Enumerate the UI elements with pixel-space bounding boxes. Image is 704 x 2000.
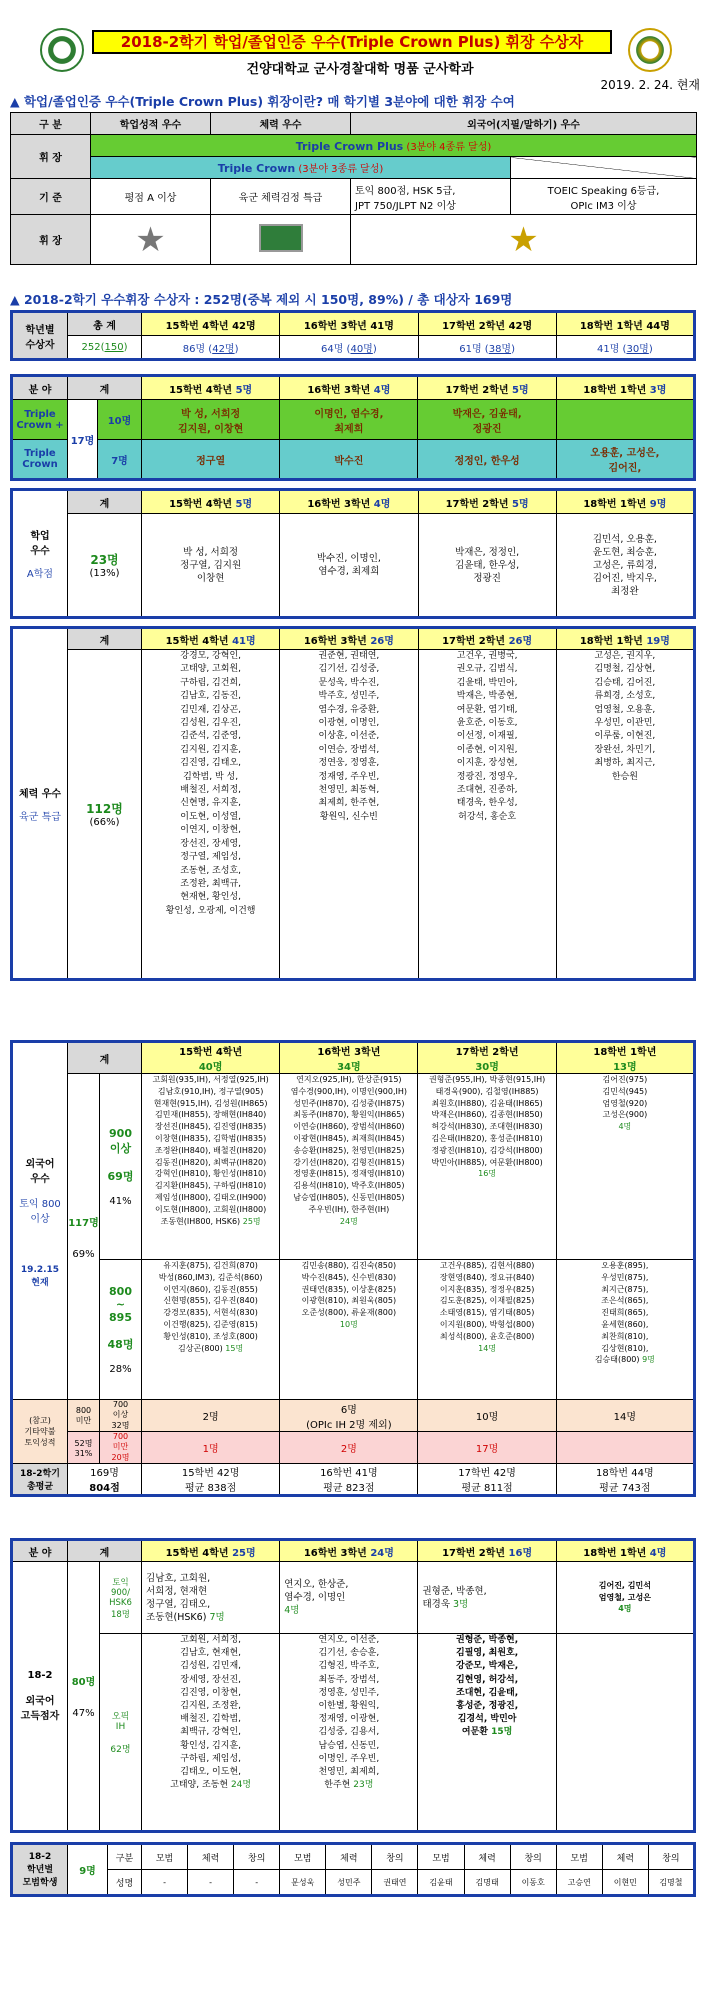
top-toeic-16: 연지오, 한상준, 염수경, 이명인 4명 bbox=[280, 1562, 418, 1634]
summary-value-15: 86명 (42명) bbox=[142, 336, 280, 360]
tc-header-16: 16학번 3학년 4명 bbox=[280, 376, 418, 400]
summary-value-17: 61명 (38명) bbox=[418, 336, 556, 360]
gold-star-icon: ★ bbox=[508, 219, 539, 260]
top-toeic-15: 김남호, 고회원, 서희정, 현재현 정구열, 김태오, 조동현(HSK6) 7명 bbox=[142, 1562, 280, 1634]
language-header-17: 17학번 2학년 30명 bbox=[418, 1042, 556, 1074]
department-logo bbox=[628, 28, 672, 72]
language-900-18: 김어진(975) 김민석(945) 엄영철(920) 고성은(900) 4명 bbox=[556, 1074, 694, 1260]
model-col-2: 체력 bbox=[188, 1844, 234, 1870]
academic-names-15: 박 성, 서희정 정구열, 김지원 이창현 bbox=[142, 514, 280, 618]
tc-count: 7명 bbox=[98, 440, 142, 480]
academic-badge-cell bbox=[91, 215, 211, 265]
model-col-1: 모범 bbox=[142, 1844, 188, 1870]
summary-grade-18: 18학번 1학년 44명 bbox=[556, 312, 694, 336]
physical-header-17: 17학번 2학년 26명 bbox=[418, 628, 556, 650]
top-header-18: 18학번 1학년 4명 bbox=[556, 1540, 694, 1562]
top-header-16: 16학번 3학년 24명 bbox=[280, 1540, 418, 1562]
tcp-names-15: 박 성, 서희정 김지원, 이창현 bbox=[142, 400, 280, 440]
academic-header-15: 15학번 4학년 5명 bbox=[142, 490, 280, 514]
physical-header-18: 18학번 1학년 19명 bbox=[556, 628, 694, 650]
badge-header-academic: 학업성적 우수 bbox=[91, 113, 211, 135]
tc-row-label: Triple Crown bbox=[12, 440, 68, 480]
intro-heading: ▲ 학업/졸업인증 우수(Triple Crown Plus) 휘장이란? 매 학기별 3분야에 대한 휘장 수여 bbox=[10, 94, 515, 109]
silver-star-icon: ★ bbox=[135, 219, 166, 260]
model-col-4: 모범 bbox=[280, 1844, 326, 1870]
model-name-label: 성명 bbox=[108, 1870, 142, 1896]
model-name-2: - bbox=[188, 1870, 234, 1896]
model-name-6: 권태연 bbox=[372, 1870, 418, 1896]
model-col-6: 창의 bbox=[372, 1844, 418, 1870]
reference-16-over: 6명 (OPIc IH 2명 제외) bbox=[280, 1400, 418, 1432]
model-name-7: 김윤태 bbox=[418, 1870, 464, 1896]
language-table bbox=[10, 1040, 696, 1497]
top-toeic-band: 토익 900/ HSK6 18명 bbox=[100, 1562, 142, 1634]
triple-crown-bar bbox=[91, 157, 511, 179]
criteria-label: 기 준 bbox=[11, 179, 91, 215]
top-opic-16: 연지오, 이선준, 김기선, 송승훈, 김형진, 박주호, 최동주, 장범석, 정영훈, 성민주, 이한별, 황원익, 정재영, 이광현, 김성중, 김용서, 남승엽, 신동민, 이명인, 주우빈, 천영민, 최제희, 한주현 23명 bbox=[280, 1634, 418, 1832]
model-col-5: 체력 bbox=[326, 1844, 372, 1870]
summary-grade-17: 17학번 2학년 42명 bbox=[418, 312, 556, 336]
top-opic-17: 권형준, 박종현, 김필영, 최원호, 강준모, 박재은, 김현영, 허강석, 조대현, 김윤태, 홍성준, 정광진, 김경석, 박민아 여문환 15명 bbox=[418, 1634, 556, 1832]
language-900-17: 권형준(955,IH), 박종현(915,IH) 태경욱(900), 김철영(IH885) 최원호(IH880), 김윤태(IH865) 박재은(IH860), 김종현(IH850) 허강석(IH830), 조대현(IH830) 김은태(IH820), 홍성준(IH810) 정광진(IH810), 김강석(IH800) 박민아(IH885), 여문환(IH800) 16명 bbox=[418, 1074, 556, 1260]
physical-header-16: 16학번 3학년 26명 bbox=[280, 628, 418, 650]
reference-label: (참고) 기타약불 토익성적 bbox=[12, 1400, 68, 1464]
reference-over-700: 700 이상 32명 bbox=[100, 1400, 142, 1432]
reference-15-under: 1명 bbox=[142, 1432, 280, 1464]
language-header-total: 계 bbox=[68, 1042, 142, 1074]
language-900-15: 고회원(935,IH), 서정열(925,IH) 김남호(910,IH), 정구열(905) 현재현(915,IH), 김성원(IH865) 김민재(IH855), 장해현(IH840) 장선진(IH845), 김진영(IH835) 이창현(IH835), 김학범(IH835) 조정완(IH840), 배철진(IH820) 김동진(IH820), 최백규(IH820) 강혁인(IH810), 황인성(IH810) 김지환(IH845), 구하림(IH810) 제임성(IH800), 김태오(IH900) 이도현(IH800), 고회원(IH800) 조동현(IH800, HSK6) 25명 bbox=[142, 1074, 280, 1260]
badge-row-label: 휘 장 bbox=[11, 135, 91, 179]
reference-under-800: 800 미만 bbox=[68, 1400, 100, 1432]
academic-header-18: 18학번 1학년 9명 bbox=[556, 490, 694, 514]
criteria-physical: 육군 체력검정 특급 bbox=[211, 179, 351, 215]
language-total: 117명 69% bbox=[68, 1074, 100, 1400]
tc-names-17: 정정인, 한우성 bbox=[418, 440, 556, 480]
tc-total: 17명 bbox=[68, 400, 98, 480]
average-label: 18-2학기 총평균 bbox=[12, 1464, 68, 1496]
average-18: 18학번 44명 평균 743점 bbox=[556, 1464, 694, 1496]
physical-names-18: 고성은, 권지우, 김명철, 김상현, 김승태, 김어진, 류희경, 소성호, 엄영철, 오용훈, 우성민, 이관민, 이루룸, 이현진, 장완선, 차민기, 최병하, 최지근, 한승원 bbox=[556, 650, 694, 980]
date-label: 2019. 2. 24. 현재 bbox=[600, 78, 700, 92]
page-subtitle: 건양대학교 군사경찰대학 명품 군사학과 bbox=[246, 62, 474, 77]
language-badge-cell bbox=[351, 215, 697, 265]
summary-grade-15: 15학번 4학년 42명 bbox=[142, 312, 280, 336]
model-col-7: 모범 bbox=[418, 1844, 464, 1870]
top-total: 80명 47% bbox=[68, 1562, 100, 1832]
model-col-8: 체력 bbox=[464, 1844, 510, 1870]
academic-row-label: 학업 우수 A학점 bbox=[12, 490, 68, 618]
tc-header-15: 15학번 4학년 5명 bbox=[142, 376, 280, 400]
summary-table bbox=[10, 310, 696, 361]
language-header-18: 18학번 1학년 13명 bbox=[556, 1042, 694, 1074]
model-name-9: 이동호 bbox=[510, 1870, 556, 1896]
badge-table bbox=[10, 112, 697, 265]
language-row-label: 외국어 우수 토익 800 이상 19.2.15 현재 bbox=[12, 1042, 68, 1400]
top-header-total: 계 bbox=[68, 1540, 142, 1562]
language-800-16: 김민송(880), 김진숙(850) 박수진(845), 신수빈(830) 권태연(835), 이상훈(825) 이광현(810), 최원욱(805) 오준성(800), 류윤재(800) 10명 bbox=[280, 1260, 418, 1400]
physical-row-label: 체력 우수 육군 특급 bbox=[12, 628, 68, 980]
badge-header-label: 구 분 bbox=[11, 113, 91, 135]
model-header-label: 구분 bbox=[108, 1844, 142, 1870]
criteria-academic: 평점 A 이상 bbox=[91, 179, 211, 215]
page-title: 2018-2학기 학업/졸업인증 우수(Triple Crown Plus) 휘장 수상자 bbox=[92, 30, 612, 54]
top-scorer-table bbox=[10, 1538, 696, 1833]
reference-under-700: 700 미만 20명 bbox=[100, 1432, 142, 1464]
model-col-10: 모범 bbox=[556, 1844, 602, 1870]
model-total: 9명 bbox=[68, 1844, 108, 1896]
model-student-table bbox=[10, 1842, 696, 1897]
summary-grade-16: 16학번 3학년 41명 bbox=[280, 312, 418, 336]
top-row-label: 18-2 외국어 고득점자 bbox=[12, 1562, 68, 1832]
academic-total: 23명 (13%) bbox=[68, 514, 142, 618]
tcp-label: Triple Crown Plus bbox=[295, 140, 404, 153]
average-17: 17학번 42명 평균 811점 bbox=[418, 1464, 556, 1496]
tc-names-18: 오용훈, 고성은, 김어진, bbox=[556, 440, 694, 480]
physical-names-15: 강경모, 강혁인, 고태양, 고회원, 구하림, 김건희, 김남호, 김동진, 김민재, 김상곤, 김성원, 김우진, 김준석, 김준영, 김지원, 김지훈, 김진영, 김태오, 김학범, 박 성, 배철진, 서희정, 신현명, 유지훈, 이도현, 이성열, 이연지, 이창현, 장선진, 장세영, 정구열, 제임성, 조동현, 조성호, 조정완, 최백규, 현재현, 황인성, 황인성, 오광제, 이건행 bbox=[142, 650, 280, 980]
summary-total-value: 252(150) bbox=[68, 336, 142, 360]
tc-header-17: 17학번 2학년 5명 bbox=[418, 376, 556, 400]
academic-names-18: 김민석, 오용훈, 윤도현, 최승훈, 고성은, 류희경, 김어진, 박지우, 최정완 bbox=[556, 514, 694, 618]
language-header-16: 16학번 3학년 34명 bbox=[280, 1042, 418, 1074]
model-label: 18-2 학년별 모범학생 bbox=[12, 1844, 68, 1896]
triple-crown-plus-bar bbox=[91, 135, 697, 157]
top-header-field: 분 야 bbox=[12, 1540, 68, 1562]
top-header-17: 17학번 2학년 16명 bbox=[418, 1540, 556, 1562]
badge-header-physical: 체력 우수 bbox=[211, 113, 351, 135]
reference-16-under: 2명 bbox=[280, 1432, 418, 1464]
average-16: 16학번 41명 평균 823점 bbox=[280, 1464, 418, 1496]
language-800-18: 오용훈(895), 우성민(875), 최지근(875), 조은석(865), 진태희(865), 윤세현(860), 최찬희(810), 김상현(810), 김승태(800) 9명 bbox=[556, 1260, 694, 1400]
top-toeic-17: 권형준, 박종현, 태경욱 3명 bbox=[418, 1562, 556, 1634]
summary-value-16: 64명 (40명) bbox=[280, 336, 418, 360]
language-800-15: 유지훈(875), 김건희(870) 박성(860,IM3), 김준석(860) 이연지(860), 김동진(855) 신현명(855), 김우진(840) 강경모(835), 서현석(830) 이건행(825), 김준영(815) 황인성(810), 조성호(800) 김상곤(800) 15명 bbox=[142, 1260, 280, 1400]
tc-header-18: 18학번 1학년 3명 bbox=[556, 376, 694, 400]
triple-crown-table bbox=[10, 374, 696, 481]
tcp-count: 10명 bbox=[98, 400, 142, 440]
academic-table bbox=[10, 488, 696, 619]
language-800-17: 고건우(885), 김현서(880) 장현영(840), 정요규(840) 이지훈(835), 정정우(825) 김도훈(825), 이재필(825) 소태영(815), 염기태(805) 이지원(800), 박형섭(800) 최성석(800), 윤호준(800) 14명 bbox=[418, 1260, 556, 1400]
tc-label: Triple Crown bbox=[217, 162, 296, 175]
top-opic-18 bbox=[556, 1634, 694, 1832]
physical-total: 112명 (66%) bbox=[68, 650, 142, 980]
reference-15-over: 2명 bbox=[142, 1400, 280, 1432]
physical-names-17: 고건우, 권병국, 권오규, 김범식, 김윤태, 박민아, 박재은, 박종현, 여문환, 염기태, 윤호준, 이동호, 이선정, 이재필, 이종현, 이지원, 이지훈, 장성현, 정광진, 정영우, 조대현, 진종하, 태경욱, 한우성, 허강석, 홍순호 bbox=[418, 650, 556, 980]
language-header-15: 15학번 4학년 40명 bbox=[142, 1042, 280, 1074]
badge-image-label: 휘 장 bbox=[11, 215, 91, 265]
model-name-1: - bbox=[142, 1870, 188, 1896]
top-header-15: 15학번 4학년 25명 bbox=[142, 1540, 280, 1562]
model-name-4: 문성욱 bbox=[280, 1870, 326, 1896]
model-name-11: 이현민 bbox=[602, 1870, 648, 1896]
top-toeic-18: 김어진, 김민석 엄영철, 고성은 4명 bbox=[556, 1562, 694, 1634]
fitness-badge-icon bbox=[259, 224, 303, 252]
summary-heading: ▲ 2018-2학기 우수휘장 수상자 : 252명(중복 제외 시 150명, 89%) / 총 대상자 169명 bbox=[10, 292, 513, 307]
tc-names-16: 박수진 bbox=[280, 440, 418, 480]
reference-17-under: 17명 bbox=[418, 1432, 556, 1464]
badge-header-language: 외국어(지필/말하기) 우수 bbox=[351, 113, 697, 135]
language-800-band: 800 ~ 895 48명 28% bbox=[100, 1260, 142, 1400]
physical-badge-cell bbox=[211, 215, 351, 265]
tc-header-field: 분 야 bbox=[12, 376, 68, 400]
model-name-8: 김명태 bbox=[464, 1870, 510, 1896]
criteria-language-written: 토익 800점, HSK 5급, JPT 750/JLPT N2 이상 bbox=[351, 179, 511, 215]
physical-table bbox=[10, 626, 696, 981]
criteria-language-speaking: TOEIC Speaking 6등급, OPIc IM3 이상 bbox=[511, 179, 697, 215]
reference-17-over: 10명 bbox=[418, 1400, 556, 1432]
reference-18-under bbox=[556, 1432, 694, 1464]
average-total: 169명 804점 bbox=[68, 1464, 142, 1496]
average-15: 15학번 42명 평균 838점 bbox=[142, 1464, 280, 1496]
model-name-10: 고승연 bbox=[556, 1870, 602, 1896]
academic-header-total: 계 bbox=[68, 490, 142, 514]
model-col-9: 창의 bbox=[510, 1844, 556, 1870]
tc-names-15: 정구열 bbox=[142, 440, 280, 480]
university-logo bbox=[40, 28, 84, 72]
summary-row-label: 학년별 수상자 bbox=[12, 312, 68, 360]
tc-header-total: 계 bbox=[68, 376, 142, 400]
reference-18-over: 14명 bbox=[556, 1400, 694, 1432]
tc-note: (3분야 3종류 달성) bbox=[298, 164, 384, 175]
diagonal-cell bbox=[511, 157, 697, 179]
summary-value-18: 41명 (30명) bbox=[556, 336, 694, 360]
academic-header-17: 17학번 2학년 5명 bbox=[418, 490, 556, 514]
model-col-11: 체력 bbox=[602, 1844, 648, 1870]
academic-header-16: 16학번 3학년 4명 bbox=[280, 490, 418, 514]
tcp-names-16: 이명인, 염수경, 최제희 bbox=[280, 400, 418, 440]
physical-header-15: 15학번 4학년 41명 bbox=[142, 628, 280, 650]
model-col-3: 창의 bbox=[234, 1844, 280, 1870]
physical-names-16: 권준현, 권태연, 김기선, 김성중, 문성욱, 박수진, 박주호, 성민주, 염수경, 유중환, 이광현, 이명인, 이상훈, 이선준, 이연승, 장범석, 정연웅, 정영훈, 정재영, 주우빈, 천영민, 최동혁, 최제희, 한주현, 황원익, 신수빈 bbox=[280, 650, 418, 980]
model-col-12: 창의 bbox=[648, 1844, 694, 1870]
tcp-names-18 bbox=[556, 400, 694, 440]
top-opic-15: 고회원, 서희정, 김남호, 현재현, 김성원, 김민재, 장세영, 장선진, 김진영, 이창현, 김지원, 조정완, 배철진, 김학범, 최백규, 강혁인, 황인성, 김지훈, 구하림, 제임성, 김태오, 이도현, 고태양, 조동현 24명 bbox=[142, 1634, 280, 1832]
summary-total-header: 총 계 bbox=[68, 312, 142, 336]
academic-names-17: 박재은, 정정인, 김윤태, 한우성, 정광진 bbox=[418, 514, 556, 618]
academic-names-16: 박수진, 이명인, 염수경, 최제희 bbox=[280, 514, 418, 618]
model-name-5: 성민주 bbox=[326, 1870, 372, 1896]
language-900-16: 연지오(925,IH), 한상준(915) 염수경(900,IH), 이명인(900,IH) 성민주(IH870), 김성중(IH875) 최동주(IH870), 황원익(IH865) 이연승(IH860), 장범석(IH860) 이광현(IH845), 최재희(IH845) 송승환(IH825), 천영민(IH825) 강기선(IH820), 김형진(IH815) 정영훈(IH815), 정재영(IH810) 김용석(IH810), 박주호(IH805) 남승엽(IH805), 신동민(IH805) 주우빈(IH), 한주현(IH) 24명 bbox=[280, 1074, 418, 1260]
model-name-3: - bbox=[234, 1870, 280, 1896]
tcp-note: (3분야 4종류 달성) bbox=[406, 142, 492, 153]
language-900-band: 900 이상 69명 41% bbox=[100, 1074, 142, 1260]
reference-count: 52명 31% bbox=[68, 1432, 100, 1464]
tcp-row-label: Triple Crown + bbox=[12, 400, 68, 440]
physical-header-total: 계 bbox=[68, 628, 142, 650]
model-name-12: 김명철 bbox=[648, 1870, 694, 1896]
tcp-names-17: 박재은, 김윤태, 정광진 bbox=[418, 400, 556, 440]
top-opic-band: 오픽 IH 62명 bbox=[100, 1634, 142, 1832]
